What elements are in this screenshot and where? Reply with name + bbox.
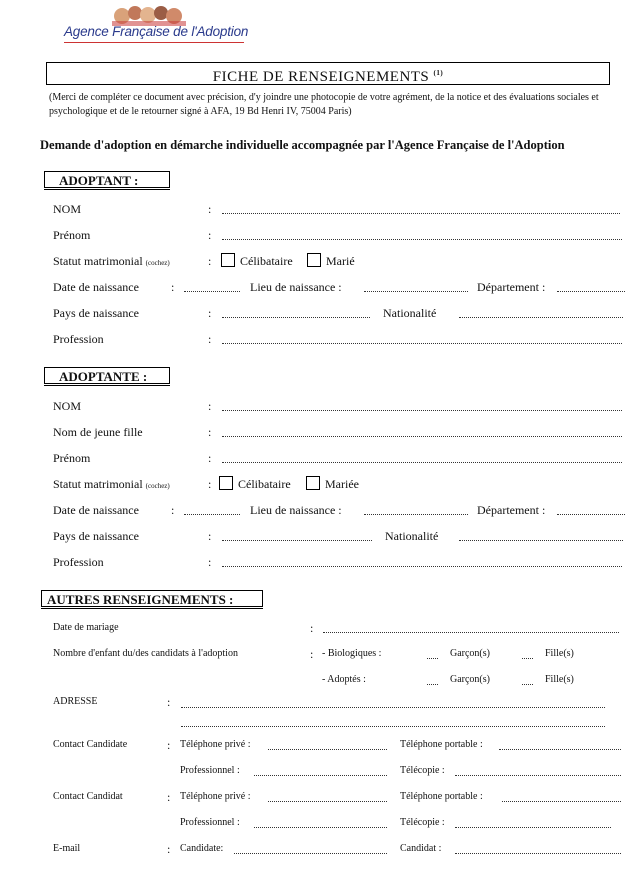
candidat-tel-prive-field[interactable] [268,791,387,802]
adoptes-filles-field[interactable] [522,674,533,685]
form-title: FICHE DE RENSEIGNEMENTS [212,69,430,85]
adoptante-mariee-label: Mariée [325,477,359,491]
adoptante-departement-field[interactable] [557,504,625,515]
biologiques-garcons-label: Garçon(s) [450,648,490,659]
contact-candidat-label: Contact Candidat [53,791,123,802]
section-adoptante-label: ADOPTANTE : [59,369,148,384]
colon: : [208,228,212,242]
email-candidate-field[interactable] [234,843,387,854]
adoptant-pays-label: Pays de naissance [53,306,139,320]
colon: : [208,451,212,465]
adoptant-date-naissance-label: Date de naissance [53,280,139,294]
candidate-tel-prive-label: Téléphone privé : [180,739,251,750]
adoptant-statut-text: Statut matrimonial [53,254,143,268]
candidate-telecopie-label: Télécopie : [400,765,445,776]
adoptant-celibataire-label: Célibataire [240,254,293,268]
section-autres [41,590,263,607]
section-underline [44,189,170,190]
candidate-professionnel-field[interactable] [254,765,387,776]
agency-logo-text: Agence Française de l'Adoption [64,24,249,39]
nombre-enfant-label: Nombre d'enfant du/des candidats à l'adoption [53,648,238,659]
colon: : [208,555,212,569]
candidat-professionnel-field[interactable] [254,817,387,828]
adoptante-statut-text: Statut matrimonial [53,477,143,491]
adoptant-departement-label: Département : [477,280,546,294]
adoptant-celibataire-checkbox[interactable] [221,253,235,267]
section-adoptant [44,171,170,188]
section-adoptant-label: ADOPTANT : [59,173,139,188]
adoptante-nationalite-label: Nationalité [385,529,439,543]
colon: : [310,647,314,661]
section-autres-label: AUTRES RENSEIGNEMENTS : [47,592,234,607]
adoptant-nationalite-field[interactable] [459,307,623,318]
colon: : [208,202,212,216]
date-mariage-field[interactable] [323,622,619,633]
adoptante-departement-label: Département : [477,503,546,517]
adoptante-celibataire-label: Célibataire [238,477,291,491]
candidate-tel-prive-field[interactable] [268,739,387,750]
candidate-telecopie-field[interactable] [455,765,621,776]
colon: : [208,529,212,543]
candidate-tel-portable-label: Téléphone portable : [400,739,483,750]
colon: : [208,254,212,268]
adoptant-departement-field[interactable] [557,281,625,292]
adoptant-marie-label: Marié [326,254,355,268]
colon: : [167,738,171,752]
candidat-professionnel-label: Professionnel : [180,817,240,828]
colon: : [208,306,212,320]
adoptante-prenom-label: Prénom [53,451,91,465]
candidat-telecopie-label: Télécopie : [400,817,445,828]
candidat-tel-portable-label: Téléphone portable : [400,791,483,802]
colon: : [208,477,212,491]
adoptant-date-naissance-field[interactable] [184,281,240,292]
email-label: E-mail [53,843,81,854]
colon: : [171,280,175,294]
adoptant-cochez-note: (cochez) [145,259,170,267]
adoptant-nom-field[interactable] [222,203,620,214]
candidate-tel-portable-field[interactable] [499,739,621,750]
adoptante-nom-jeune-fille-field[interactable] [222,426,622,437]
adresse-label: ADRESSE [53,696,98,707]
biologiques-label: - Biologiques : [322,648,382,659]
biologiques-filles-label: Fille(s) [545,648,574,659]
form-subtitle: Demande d'adoption en démarche individuelle accompagnée par l'Agence Française de l'Adoption [40,138,565,152]
adoptante-lieu-naissance-label: Lieu de naissance : [250,503,342,517]
section-underline [44,385,170,386]
candidat-tel-prive-label: Téléphone privé : [180,791,251,802]
adoptante-lieu-naissance-field[interactable] [364,504,468,515]
section-adoptante [44,367,170,384]
candidat-telecopie-field[interactable] [455,817,611,828]
adoptant-lieu-naissance-label: Lieu de naissance : [250,280,342,294]
colon: : [208,425,212,439]
adoptante-statut-label [53,477,170,492]
adoptante-cochez-note: (cochez) [145,482,170,490]
candidat-tel-portable-field[interactable] [502,791,621,802]
adoptant-nom-label: NOM [53,202,82,216]
adoptant-pays-field[interactable] [222,307,370,318]
adoptante-date-naissance-label: Date de naissance [53,503,139,517]
adoptante-nom-label: NOM [53,399,82,413]
biologiques-filles-field[interactable] [522,648,533,659]
adoptant-profession-label: Profession [53,332,104,346]
colon: : [208,399,212,413]
adoptant-marie-checkbox[interactable] [307,253,321,267]
adoptant-prenom-field[interactable] [222,229,622,240]
email-candidate-label: Candidate: [180,843,224,854]
adoptante-date-naissance-field[interactable] [184,504,240,515]
adoptante-profession-label: Profession [53,555,104,569]
adoptante-pays-label: Pays de naissance [53,529,139,543]
adoptes-filles-label: Fille(s) [545,674,574,685]
adoptant-lieu-naissance-field[interactable] [364,281,468,292]
adoptante-nationalite-field[interactable] [459,530,623,541]
adoptante-profession-field[interactable] [222,556,622,567]
title-footnote-mark: (1) [433,69,444,77]
colon: : [167,790,171,804]
adoptant-nationalite-label: Nationalité [383,306,437,320]
colon: : [171,503,175,517]
logo-underline [64,42,244,43]
adoptante-nom-jeune-fille-label: Nom de jeune fille [53,425,143,439]
colon: : [310,621,314,635]
email-candidat-field[interactable] [455,843,621,854]
adoptes-garcons-field[interactable] [427,674,438,685]
adoptant-profession-field[interactable] [222,333,622,344]
candidate-professionnel-label: Professionnel : [180,765,240,776]
intro-instructions: (Merci de compléter ce document avec précision, d'y joindre une photocopie de votre agrément, de la notice et des évaluations sociales et psychologique et de le retourner signé à AFA, 19 Bd Henri IV, 75004 Paris) [49,92,599,117]
adresse-field-line2[interactable] [181,716,605,727]
colon: : [208,332,212,346]
colon: : [167,695,171,709]
adresse-field-line1[interactable] [181,697,605,708]
adoptante-prenom-field[interactable] [222,452,622,463]
adoptant-statut-label [53,254,170,269]
date-mariage-label: Date de mariage [53,622,119,633]
email-candidat-label: Candidat : [400,843,442,854]
section-underline [41,608,263,609]
adoptante-pays-field[interactable] [222,530,372,541]
form-title-box [46,62,610,85]
adoptante-celibataire-checkbox[interactable] [219,476,233,490]
colon: : [167,842,171,856]
adoptante-nom-field[interactable] [222,400,622,411]
biologiques-garcons-field[interactable] [427,648,438,659]
adoptante-mariee-checkbox[interactable] [306,476,320,490]
adoptes-garcons-label: Garçon(s) [450,674,490,685]
adoptes-label: - Adoptés : [322,674,366,685]
contact-candidate-label: Contact Candidate [53,739,128,750]
adoptant-prenom-label: Prénom [53,228,91,242]
